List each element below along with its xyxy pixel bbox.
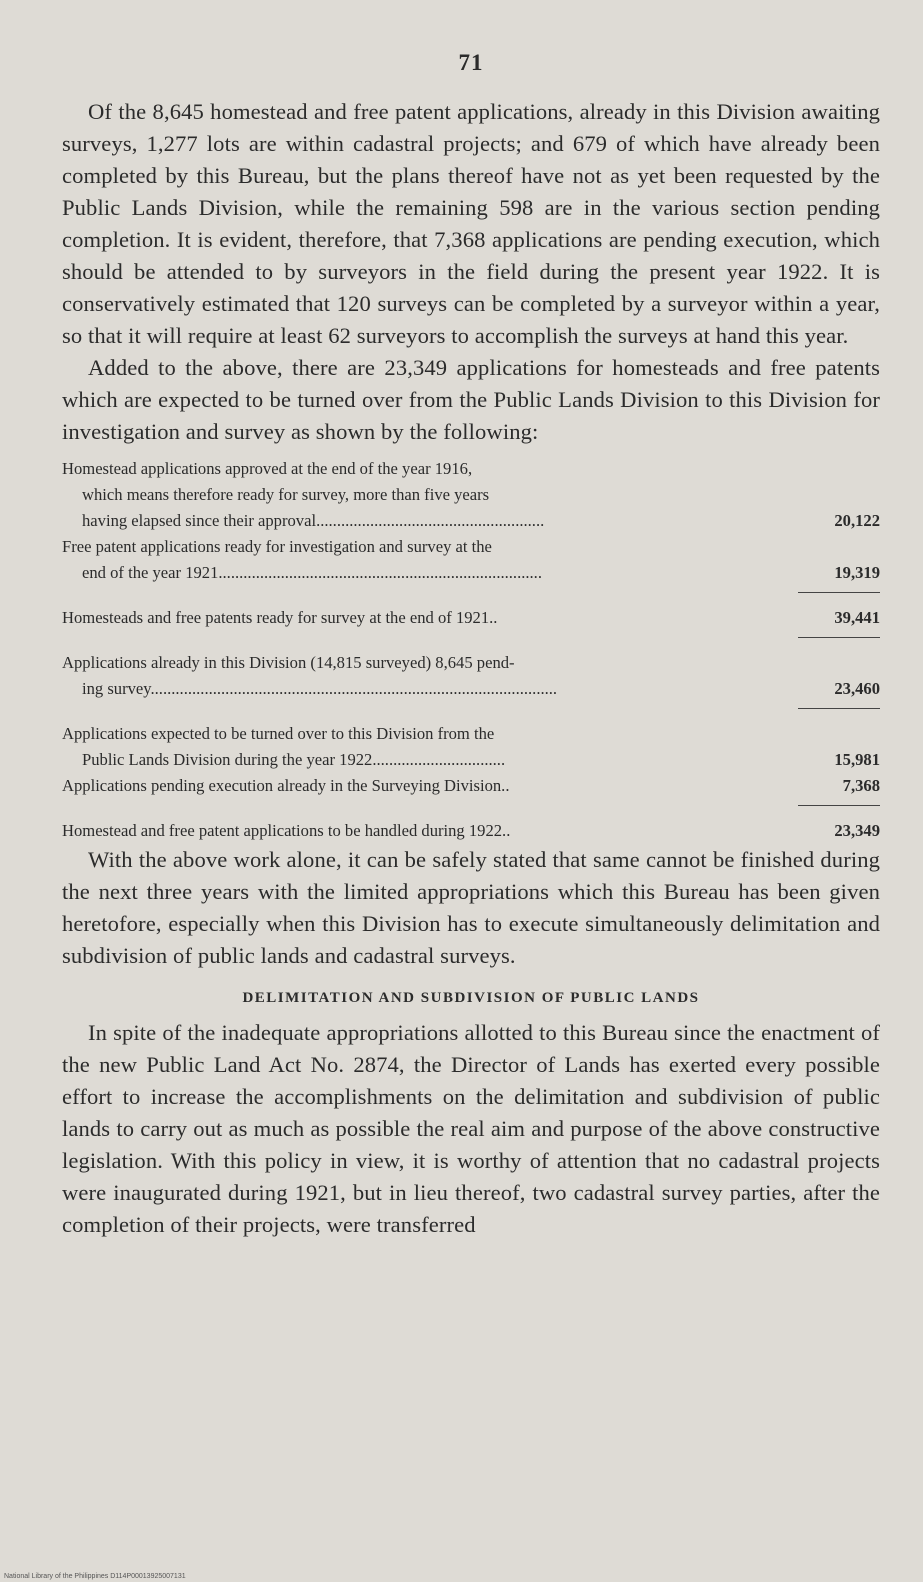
row-value: 7,368 xyxy=(842,776,880,795)
paragraph-surveys-pending: Of the 8,645 homestead and free patent applications, already in this Division awaiting surveys, 1,277 lots are within cadastral projects; and 679 of which have already been completed by this Bureau, but the plans thereof have not as yet been requested by the Public Lands Division, while the remaining 598 are in the various section pending completion. It is evident, therefore, that 7,368 applications are pending execution, which should be attended to by surveyors in the field during the present year 1922. It is conservatively estimated that 120 surveys can be completed by a surveyor within a year, so that it will require at least 62 surveyors to accomplish the surveys at hand this year. xyxy=(62,99,880,348)
sum-rule xyxy=(798,592,880,593)
row-value: 19,319 xyxy=(834,563,880,582)
applications-table xyxy=(62,456,880,844)
row-value: 39,441 xyxy=(834,608,880,627)
table-row xyxy=(62,456,880,534)
row-value: 23,349 xyxy=(834,821,880,840)
table-row-total xyxy=(62,818,880,844)
table-row xyxy=(62,773,880,799)
sum-rule xyxy=(798,708,880,709)
table-row xyxy=(62,534,880,586)
section-heading: DELIMITATION AND SUBDIVISION OF PUBLIC LANDS xyxy=(242,990,700,1006)
page-content xyxy=(62,50,880,1241)
table-row xyxy=(62,721,880,773)
row-value: 23,460 xyxy=(834,679,880,698)
row-value: 20,122 xyxy=(834,511,880,530)
scan-footer: National Library of the Philippines D114P00013925007131 xyxy=(4,1573,186,1580)
table-row-total xyxy=(62,605,880,631)
row-label: Homesteads and free patents ready for survey at the end of 1921.. xyxy=(62,608,498,627)
sum-rule xyxy=(798,805,880,806)
sum-rule xyxy=(798,637,880,638)
row-value: 15,981 xyxy=(834,750,880,769)
paragraph-work-estimate: With the above work alone, it can be safely stated that same cannot be finished during the next three years with the limited appropriations which this Bureau has been given heretofore, especially when this Division has to execute simultaneously delimitation and subdivision of public lands and cadastral surveys. xyxy=(62,847,880,968)
row-label: Applications expected to be turned over to this Division from the xyxy=(62,724,495,743)
row-label: Homestead applications approved at the end of the year 1916, xyxy=(62,459,473,478)
page-number: 71 xyxy=(458,50,484,75)
row-label: Applications pending execution already in the Surveying Division.. xyxy=(62,776,510,795)
row-label-continued: having elapsed since their approval....................................................... xyxy=(82,511,545,530)
table-row xyxy=(62,650,880,702)
row-label-continued: which means therefore ready for survey, more than five years xyxy=(82,485,490,504)
row-label-continued: Public Lands Division during the year 1922................................ xyxy=(82,750,506,769)
row-label-continued: ing survey.................................................................................................. xyxy=(82,679,558,698)
row-label-continued: end of the year 1921.............................................................................. xyxy=(82,563,542,582)
row-label: Free patent applications ready for investigation and survey at the xyxy=(62,537,492,556)
paragraph-applications-expected: Added to the above, there are 23,349 applications for homesteads and free patents which are expected to be turned over from the Public Lands Division to this Division for investigation and survey as shown by the following: xyxy=(62,355,880,444)
paragraph-delimitation: In spite of the inadequate appropriations allotted to this Bureau since the enactment of the new Public Land Act No. 2874, the Director of Lands has exerted every possible effort to increase the accomplishments on the delimitation and subdivision of public lands to carry out as much as possible the real aim and purpose of the above constructive legislation. With this policy in view, it is worthy of attention that no cadastral projects were inaugurated during 1921, but in lieu thereof, two cadastral survey parties, after the completion of their projects, were transferred xyxy=(62,1020,880,1237)
row-label: Applications already in this Division (14,815 surveyed) 8,645 pend- xyxy=(62,653,515,672)
row-label: Homestead and free patent applications to be handled during 1922.. xyxy=(62,821,511,840)
